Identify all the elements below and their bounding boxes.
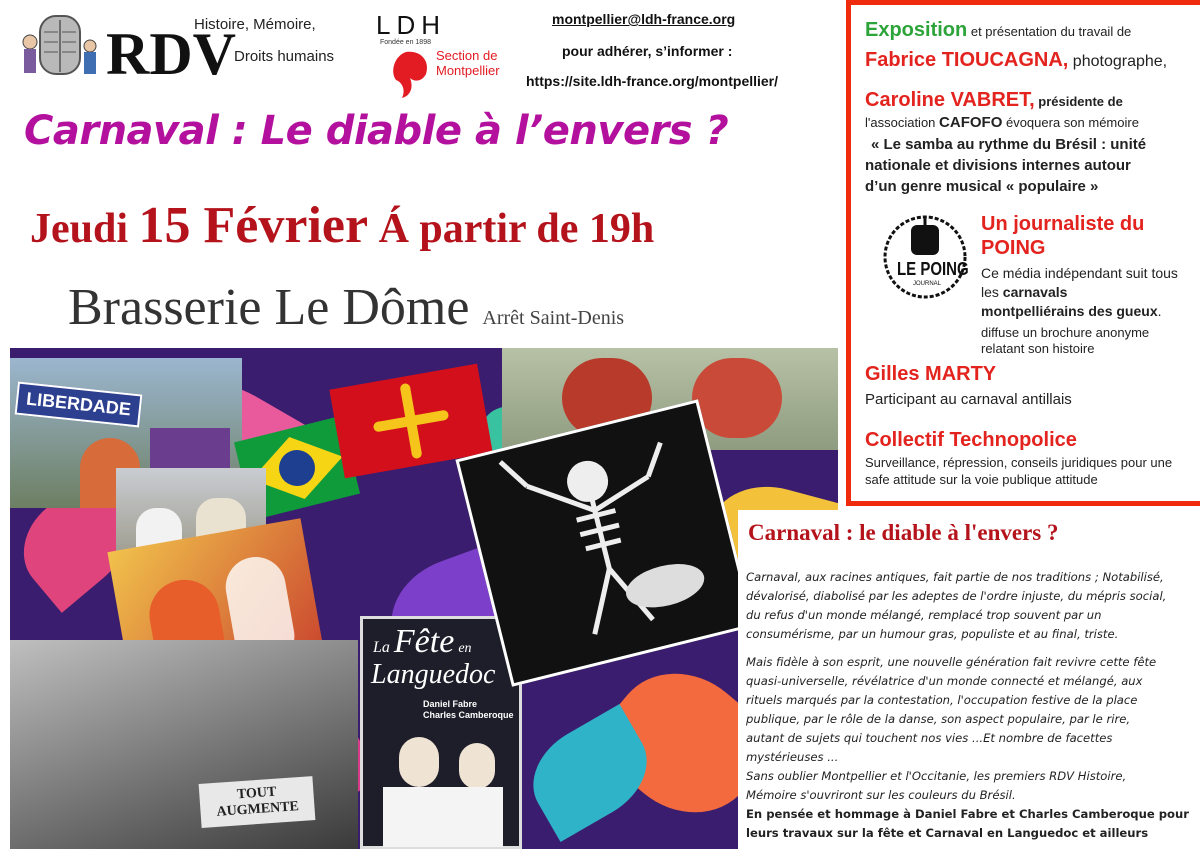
event-date — [30, 196, 654, 259]
article-line: En pensée et hommage à Daniel Fabre et Charles Camberoque pour — [746, 807, 1189, 821]
article-paragraph-2 — [746, 653, 1200, 805]
carnival-collage — [10, 348, 838, 849]
caroline-name: Caroline VABRET, — [865, 89, 1035, 111]
technopolice-name: Collectif Technopolice — [865, 429, 1077, 451]
fabrice-name: Fabrice TIOUCAGNA, — [865, 49, 1069, 71]
poing-desc2-b: carnavals — [1002, 284, 1068, 300]
venue-stop: Arrêt Saint-Denis — [482, 307, 625, 329]
poing-desc4: diffuse un brochure anonyme — [981, 325, 1150, 340]
protest-sign-line2: AUGMENTE — [216, 799, 300, 820]
assoc-prefix: l'association — [865, 115, 940, 130]
fabrice-role: photographe, — [1068, 53, 1168, 70]
poing-desc2 — [981, 284, 1067, 300]
event-date-number: 15 Février — [138, 197, 369, 254]
book-title-languedoc: Languedoc — [371, 659, 496, 690]
poing-desc5: relatant son histoire — [981, 341, 1095, 356]
book-cover — [360, 616, 522, 849]
le-poing-logo — [881, 203, 969, 313]
ldh-logo-letters: LDH — [376, 10, 447, 40]
le-poing-logo-sub: JOURNAL — [913, 281, 942, 287]
assoc-rest: évoquera son mémoire — [1002, 115, 1139, 130]
talk-line2: nationale et divisions internes autour — [865, 157, 1131, 174]
rdv-logo-text: RDV — [106, 21, 236, 87]
expo-rest: et présentation du travail de — [967, 24, 1132, 39]
article-line: mystérieuses ... — [746, 750, 839, 764]
venue-name: Brasserie Le Dôme — [68, 279, 470, 336]
event-title: Carnaval : Le diable à l’envers ? — [24, 108, 729, 154]
poing-desc3-b: . — [1157, 303, 1162, 319]
assoc-line — [865, 114, 1139, 132]
book-author-2: Charles Camberoque — [423, 710, 514, 720]
journalist-line1: Un journaliste du — [981, 213, 1145, 235]
event-date-day: Jeudi — [30, 206, 129, 252]
journalist-line2: POING — [981, 237, 1046, 259]
book-title-en: en — [458, 641, 472, 656]
article-paragraph-1 — [746, 568, 1200, 644]
article-line: dévalorisé, diabolisé par les adeptes de l'ordre injuste, du mépris social, — [746, 589, 1167, 603]
article-line: rituels marqués par la contestation, l'occupation festive de la place — [746, 693, 1138, 707]
adherer-text: pour adhérer, s’informer : — [562, 43, 733, 59]
ldh-section-line1: Section de — [436, 48, 498, 63]
book-title-la: La — [373, 639, 390, 656]
article-line: Sans oublier Montpellier et l'Occitanie, les premiers RDV Histoire, — [746, 769, 1127, 783]
tagline-line2: Droits humains — [234, 48, 335, 65]
event-venue — [68, 278, 624, 337]
technopolice-desc2: safe attitude sur la voie publique attitude — [865, 472, 1098, 487]
poing-desc3 — [981, 303, 1162, 319]
ldh-phrygian-cap-icon — [388, 48, 436, 100]
book-title-fete: Fête — [393, 623, 455, 660]
article-line: consumérisme, par un humour gras, populiste et au final, triste. — [746, 627, 1119, 641]
article-box — [738, 510, 1200, 849]
technopolice-desc1: Surveillance, répression, conseils juridiques pour une — [865, 455, 1173, 470]
article-line: quasi-universelle, révélatrice d'un monde connecté et mélangé, aux — [746, 674, 1143, 688]
article-line: Mais fidèle à son esprit, une nouvelle génération fait revivre cette fête — [746, 655, 1157, 669]
article-title: Carnaval : le diable à l'envers ? — [748, 520, 1059, 545]
article-paragraph-3 — [746, 805, 1200, 843]
caroline-role: présidente de — [1034, 94, 1123, 109]
book-author-1: Daniel Fabre — [423, 699, 478, 709]
gilles-name: Gilles MARTY — [865, 363, 997, 385]
tagline-line1: Histoire, Mémoire, — [194, 16, 316, 33]
poing-desc1: Ce média indépendant suit tous — [981, 265, 1178, 281]
article-line: du refus d'un monde mélangé, remplacé trop souvent par un — [746, 608, 1102, 622]
rdv-logo-image — [20, 12, 102, 82]
article-line: autant de sujets qui touchent nos vies ...Et nombre de facettes — [746, 731, 1113, 745]
poing-desc2-a: les — [981, 284, 1003, 300]
expo-line — [865, 19, 1131, 42]
fabrice-line — [865, 49, 1167, 72]
poing-desc3-a: montpelliérains des gueux — [981, 303, 1158, 319]
contact-email-link[interactable]: montpellier@ldh-france.org — [552, 11, 736, 27]
le-poing-logo-text: LE POING — [897, 259, 969, 280]
gilles-desc: Participant au carnaval antillais — [865, 391, 1072, 408]
article-line: Carnaval, aux racines antiques, fait partie de nos traditions ; Notabilisé, — [746, 570, 1164, 584]
expo-word: Exposition — [865, 19, 968, 41]
ldh-founded-text: Fondée en 1898 — [380, 39, 431, 46]
event-date-time: Á partir de 19h — [378, 206, 655, 252]
talk-line1: « Le samba au rythme du Brésil : unité — [871, 136, 1147, 153]
protest-photo — [10, 640, 358, 849]
article-line: leurs travaux sur la fête et Carnaval en Languedoc et ailleurs — [746, 826, 1149, 840]
speakers-panel — [846, 0, 1200, 506]
protest-sign-line1: TOUT — [236, 784, 277, 803]
assoc-name: CAFOFO — [939, 114, 1003, 131]
talk-line3: d’un genre musical « populaire » — [865, 178, 1099, 195]
ldh-section-label — [436, 48, 500, 78]
website-link[interactable]: https://site.ldh-france.org/montpellier/ — [526, 73, 779, 89]
ldh-section-line2: Montpellier — [436, 63, 500, 78]
article-line: publique, par le rôle de la danse, son aspect populaire, par le rire, — [746, 712, 1131, 726]
caroline-line — [865, 89, 1123, 112]
liberdade-banner: LIBERDADE — [15, 382, 143, 428]
article-line: Mémoire s'ouvriront sur les couleurs du Brésil. — [746, 788, 1016, 802]
